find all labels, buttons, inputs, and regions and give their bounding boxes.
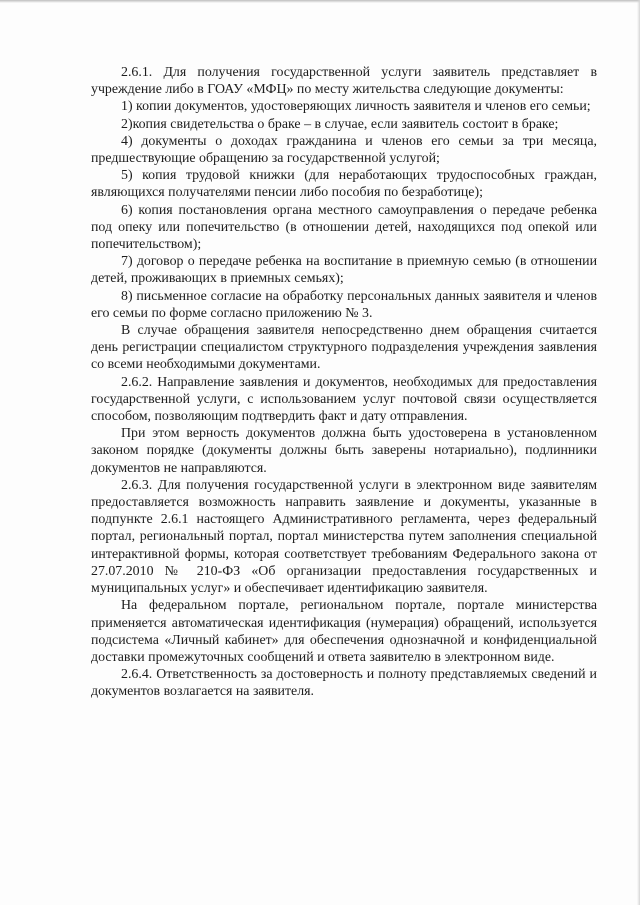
paragraph-direct-application: В случае обращения заявителя непосредственно днем обращения считается день регистрации специалистом структурного подразделения учреждения заявления со всеми необходимыми документами. xyxy=(91,323,597,373)
list-item-employment-record: 5) копия трудовой книжки (для неработающих трудоспособных граждан, являющихся получателями пенсии либо пособия по безработице); xyxy=(91,168,597,201)
list-item-marriage-certificate: 2)копия свидетельства о браке – в случае, если заявитель состоит в браке; xyxy=(121,116,559,132)
list-item-guardianship-resolution: 6) копия постановления органа местного самоуправления о передаче ребенка под опеку или попечительство (в отношении детей, находящихся под опекой или попечительством); xyxy=(91,202,597,253)
paragraph-2-6-1: 2.6.1. Для получения государственной услуги заявитель представляет в учреждение либо в ГОАУ «МФЦ» по месту жительства следующие документы: xyxy=(91,65,597,98)
list-item-personal-data-consent: 8) письменное согласие на обработку персональных данных заявителя и членов его семьи по форме согласно приложению № 3. xyxy=(91,288,597,321)
paragraph-2-6-3: 2.6.3. Для получения государственной услуги в электронном виде заявителям предоставляется возможность направить заявление и документы, указанные в подпункте 2.6.1 настоящего Административного регламента, через федеральный портал, региональный портал, портал министерства путем заполнения специальной интерактивной формы, которая соответствует требованиям Федерального закона от 27.07.2010 № 210-ФЗ «Об организации предоставления государственных и муниципальных услуг» и обеспечивает идентификацию заявителя. xyxy=(91,477,597,597)
list-item-income-documents: 4) документы о доходах гражданина и членов его семьи за три месяца, предшествующие обращению за государственной услугой; xyxy=(91,133,597,167)
paragraph-portal-identification: На федеральном портале, региональном портале, портале министерства применяется автоматическая идентификация (нумерация) обращений, используется подсистема «Личный кабинет» для обеспечения однозначной и конфиденциальной доставки промежуточных сообщений и ответа заявителю в электронном виде. xyxy=(91,598,597,665)
list-item-identity-documents: 1) копии документов, удостоверяющих личность заявителя и членов его семьи; xyxy=(121,99,591,115)
scan-edge-top xyxy=(0,0,640,3)
paragraph-2-6-4: 2.6.4. Ответственность за достоверность и полноту представляемых сведений и документов возлагается на заявителя. xyxy=(91,667,597,700)
paragraph-2-6-2: 2.6.2. Направление заявления и документов, необходимых для предоставления государственной услуги, с использованием услуг почтовой связи осуществляется способом, позволяющим подтвердить факт и дату отправления. xyxy=(91,374,597,425)
paragraph-notarization: При этом верность документов должна быть удостоверена в установленном законом порядке (документы должны быть заверены нотариально), подлинники документов не направляются. xyxy=(91,426,597,476)
list-item-foster-family-agreement: 7) договор о передаче ребенка на воспитание в приемную семью (в отношении детей, проживающих в приемных семьях); xyxy=(91,254,597,287)
document-body xyxy=(91,64,597,701)
